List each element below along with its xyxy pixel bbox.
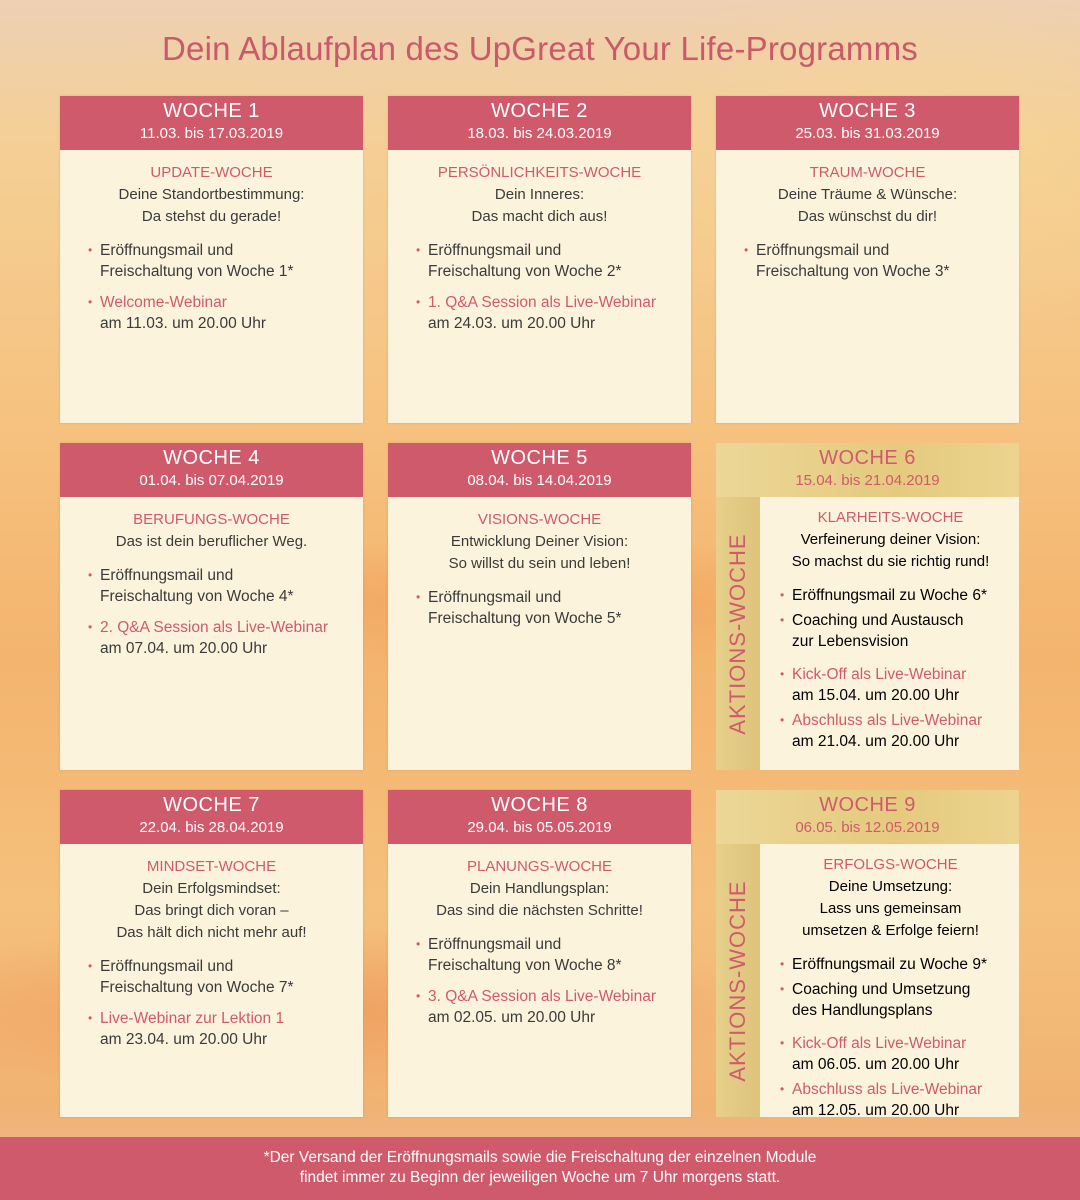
week-theme: PLANUNGS-WOCHE: [466, 858, 612, 875]
week-label: WOCHE 5: [491, 447, 588, 469]
week-items: [402, 240, 677, 334]
aktion-label: AKTIONS-WOCHE: [725, 879, 750, 1082]
bullet-icon: •: [88, 620, 93, 634]
week-item: [74, 292, 349, 334]
week-label: WOCHE 3: [819, 100, 916, 122]
week-items: [766, 954, 1015, 1121]
item-text: am 12.05. um 20.00 Uhr: [792, 1102, 960, 1119]
footer-note: [0, 1137, 1080, 1200]
week-item: [766, 664, 1015, 706]
item-highlight: Live-Webinar zur Lektion 1: [100, 1010, 285, 1027]
week-header: [716, 96, 1019, 150]
week-dates: 29.04. bis 05.05.2019: [467, 819, 612, 836]
week-card: [716, 443, 1019, 770]
item-highlight: Kick-Off als Live-Webinar: [792, 666, 967, 683]
item-text: Coaching und Umsetzung: [792, 981, 971, 998]
footer-line: *Der Versand der Eröffnungsmails sowie die Freischaltung der einzelnen Module: [263, 1149, 817, 1166]
week-card: [388, 443, 691, 770]
bullet-icon: •: [780, 1036, 785, 1050]
motto-line: Dein Handlungsplan:: [469, 880, 610, 897]
item-text: am 21.04. um 20.00 Uhr: [792, 733, 960, 750]
motto-line: Das hält dich nicht mehr auf!: [116, 924, 307, 941]
item-text: Freischaltung von Woche 3*: [756, 263, 950, 280]
bullet-icon: •: [88, 243, 93, 257]
week-label: WOCHE 1: [163, 100, 260, 122]
week-theme: ERFOLGS-WOCHE: [823, 856, 958, 873]
item-text: Eröffnungsmail zu Woche 9*: [792, 956, 988, 973]
bullet-icon: •: [780, 957, 785, 971]
item-text: am 07.04. um 20.00 Uhr: [100, 640, 268, 657]
week-item: [402, 934, 677, 976]
item-text: Freischaltung von Woche 4*: [100, 588, 294, 605]
week-item: [74, 617, 349, 659]
week-body: [760, 844, 1019, 1117]
motto-line: Verfeinerung deiner Vision:: [800, 531, 981, 548]
bullet-icon: •: [88, 1011, 93, 1025]
item-highlight: 3. Q&A Session als Live-Webinar: [428, 988, 657, 1005]
week-theme: MINDSET-WOCHE: [146, 858, 277, 875]
week-card: [60, 790, 363, 1117]
bullet-icon: •: [416, 590, 421, 604]
item-text: am 15.04. um 20.00 Uhr: [792, 687, 960, 704]
week-label: WOCHE 9: [819, 794, 916, 816]
week-body: [388, 150, 691, 334]
week-body: [760, 497, 1019, 770]
week-header: [716, 790, 1019, 844]
motto-line: Deine Standortbestimmung:: [118, 186, 305, 203]
footer-line: findet immer zu Beginn der jeweiligen Woche um 7 Uhr morgens statt.: [299, 1169, 781, 1186]
week-header: [60, 790, 363, 844]
bullet-icon: •: [416, 989, 421, 1003]
item-text: am 23.04. um 20.00 Uhr: [100, 1031, 268, 1048]
motto-line: Da stehst du gerade!: [141, 208, 282, 225]
motto-line: Das sind die nächsten Schritte!: [436, 902, 643, 919]
bullet-icon: •: [416, 937, 421, 951]
item-highlight: 1. Q&A Session als Live-Webinar: [428, 294, 657, 311]
bullet-icon: •: [416, 295, 421, 309]
week-dates: 18.03. bis 24.03.2019: [467, 125, 612, 142]
week-header: [60, 443, 363, 497]
item-text: am 24.03. um 20.00 Uhr: [428, 315, 596, 332]
item-highlight: Abschluss als Live-Webinar: [792, 712, 983, 729]
week-motto: [74, 184, 349, 228]
bullet-icon: •: [780, 588, 785, 602]
week-motto: [74, 878, 349, 944]
motto-line: Das macht dich aus!: [471, 208, 608, 225]
aktion-side-bar: [716, 497, 760, 770]
week-card: [60, 96, 363, 423]
page-title: Dein Ablaufplan des UpGreat Your Life-Programms: [162, 30, 918, 67]
item-text: am 02.05. um 20.00 Uhr: [428, 1009, 596, 1026]
week-header: [388, 96, 691, 150]
week-label: WOCHE 7: [163, 794, 260, 816]
item-text: Eröffnungsmail und: [428, 589, 562, 606]
week-item: [766, 1079, 1015, 1121]
week-theme: BERUFUNGS-WOCHE: [133, 511, 290, 528]
week-item: [766, 979, 1015, 1021]
item-text: Eröffnungsmail zu Woche 6*: [792, 587, 988, 604]
item-text: Coaching und Austausch: [792, 612, 964, 629]
item-text: Eröffnungsmail und: [428, 242, 562, 259]
week-items: [74, 565, 349, 659]
motto-line: Deine Träume & Wünsche:: [777, 186, 958, 203]
week-card: [388, 790, 691, 1117]
motto-line: umsetzen & Erfolge feiern!: [802, 922, 979, 939]
motto-line: Das wünschst du dir!: [797, 208, 938, 225]
week-items: [730, 240, 1005, 282]
aktion-label: AKTIONS-WOCHE: [725, 532, 750, 735]
week-item: [74, 565, 349, 607]
week-items: [402, 587, 677, 629]
motto-line: Das bringt dich voran –: [134, 902, 289, 919]
week-label: WOCHE 2: [491, 100, 588, 122]
week-header: [388, 443, 691, 497]
week-card: [60, 443, 363, 770]
week-label: WOCHE 6: [819, 447, 916, 469]
item-text: zur Lebensvision: [792, 633, 909, 650]
week-motto: [730, 184, 1005, 228]
item-text: Freischaltung von Woche 2*: [428, 263, 622, 280]
item-text: am 06.05. um 20.00 Uhr: [792, 1056, 960, 1073]
item-highlight: Abschluss als Live-Webinar: [792, 1081, 983, 1098]
week-dates: 11.03. bis 17.03.2019: [139, 125, 284, 142]
week-motto: [74, 531, 349, 553]
week-header: [716, 443, 1019, 497]
bullet-icon: •: [88, 295, 93, 309]
bullet-icon: •: [780, 1082, 785, 1096]
week-card: [716, 790, 1019, 1117]
bullet-icon: •: [88, 959, 93, 973]
week-body: [716, 150, 1019, 282]
aktion-side-bar: [716, 844, 760, 1117]
week-item: [730, 240, 1005, 282]
week-item: [402, 240, 677, 282]
week-header: [388, 790, 691, 844]
item-text: Eröffnungsmail und: [100, 242, 234, 259]
week-item: [402, 292, 677, 334]
week-header: [60, 96, 363, 150]
bullet-icon: •: [88, 568, 93, 582]
week-body: [60, 844, 363, 1050]
motto-line: Dein Inneres:: [494, 186, 585, 203]
week-dates: 08.04. bis 14.04.2019: [467, 472, 612, 489]
item-text: des Handlungsplans: [792, 1002, 933, 1019]
week-item: [766, 954, 1015, 975]
week-label: WOCHE 4: [163, 447, 260, 469]
week-label: WOCHE 8: [491, 794, 588, 816]
item-text: Eröffnungsmail und: [100, 958, 234, 975]
bullet-icon: •: [780, 713, 785, 727]
week-items: [74, 956, 349, 1050]
week-theme: KLARHEITS-WOCHE: [817, 509, 964, 526]
week-motto: [402, 531, 677, 575]
item-text: Freischaltung von Woche 1*: [100, 263, 294, 280]
bullet-icon: •: [780, 613, 785, 627]
week-item: [402, 587, 677, 629]
week-theme: UPDATE-WOCHE: [150, 164, 273, 181]
item-text: Freischaltung von Woche 5*: [428, 610, 622, 627]
week-dates: 22.04. bis 28.04.2019: [139, 819, 284, 836]
week-motto: [766, 876, 1015, 942]
week-items: [766, 585, 1015, 752]
item-text: am 11.03. um 20.00 Uhr: [100, 315, 266, 332]
week-body: [388, 497, 691, 629]
motto-line: Entwicklung Deiner Vision:: [450, 533, 629, 550]
week-item: [766, 610, 1015, 652]
week-theme: VISIONS-WOCHE: [477, 511, 602, 528]
week-theme: TRAUM-WOCHE: [809, 164, 926, 181]
motto-line: Deine Umsetzung:: [828, 878, 953, 895]
item-text: Freischaltung von Woche 7*: [100, 979, 294, 996]
week-item: [74, 240, 349, 282]
week-body: [60, 497, 363, 659]
item-text: Eröffnungsmail und: [100, 567, 234, 584]
week-body: [388, 844, 691, 1028]
item-highlight: Welcome-Webinar: [100, 294, 227, 311]
motto-line: Das ist dein beruflicher Weg.: [115, 533, 308, 550]
week-card: [388, 96, 691, 423]
week-item: [74, 1008, 349, 1050]
item-text: Eröffnungsmail und: [428, 936, 562, 953]
item-highlight: 2. Q&A Session als Live-Webinar: [100, 619, 329, 636]
item-highlight: Kick-Off als Live-Webinar: [792, 1035, 967, 1052]
week-item: [402, 986, 677, 1028]
week-item: [766, 1033, 1015, 1075]
motto-line: Dein Erfolgsmindset:: [142, 880, 281, 897]
motto-line: So machst du sie richtig rund!: [791, 553, 990, 570]
week-items: [74, 240, 349, 334]
motto-line: Lass uns gemeinsam: [819, 900, 962, 917]
week-theme: PERSÖNLICHKEITS-WOCHE: [437, 164, 642, 181]
bullet-icon: •: [780, 982, 785, 996]
bullet-icon: •: [744, 243, 749, 257]
item-text: Eröffnungsmail und: [756, 242, 890, 259]
week-item: [74, 956, 349, 998]
week-dates: 01.04. bis 07.04.2019: [139, 472, 284, 489]
week-motto: [766, 529, 1015, 573]
week-item: [766, 710, 1015, 752]
week-dates: 15.04. bis 21.04.2019: [795, 472, 940, 489]
bullet-icon: •: [416, 243, 421, 257]
week-motto: [402, 878, 677, 922]
week-body: [60, 150, 363, 334]
week-dates: 06.05. bis 12.05.2019: [795, 819, 940, 836]
motto-line: So willst du sein und leben!: [448, 555, 631, 572]
bullet-icon: •: [780, 667, 785, 681]
week-item: [766, 585, 1015, 606]
week-motto: [402, 184, 677, 228]
week-items: [402, 934, 677, 1028]
item-text: Freischaltung von Woche 8*: [428, 957, 622, 974]
week-dates: 25.03. bis 31.03.2019: [795, 125, 940, 142]
week-card: [716, 96, 1019, 423]
